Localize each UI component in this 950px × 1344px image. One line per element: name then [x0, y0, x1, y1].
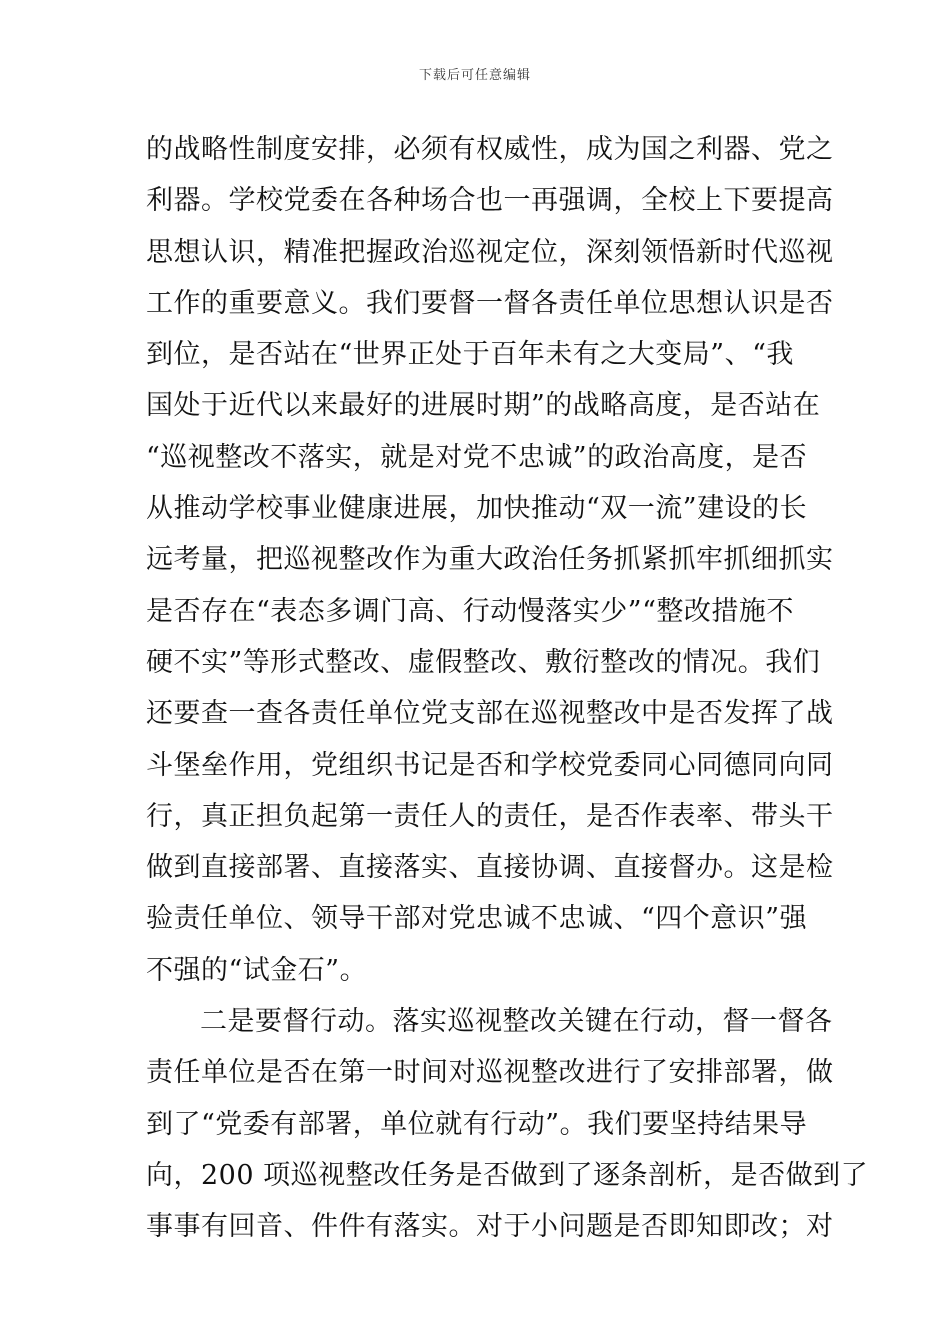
text-line: 硬不实”等形式整改、虚假整改、敷衍整改的情况。我们: [146, 646, 821, 678]
text-line: 到了“党委有部署，单位就有行动”。我们要坚持结果导: [146, 1108, 808, 1140]
text-line: 是否存在“表态多调门高、行动慢落实少”“整改措施不: [146, 595, 794, 627]
text-line: 不强的“试金石”。: [146, 954, 368, 986]
paragraph-start-line: 二是要督行动。落实巡视整改关键在行动，督一督各: [200, 1006, 833, 1038]
text-line: 事事有回音、件件有落实。对于小问题是否即知即改；对: [146, 1211, 834, 1243]
text-line: 向，200 项巡视整改任务是否做到了逐条剖析，是否做到了: [146, 1159, 869, 1191]
text-line: 的战略性制度安排，必须有权威性，成为国之利器、党之: [146, 134, 834, 165]
text-line: “巡视整改不落实，就是对党不忠诚”的政治高度，是否: [146, 441, 808, 473]
text-line: 思想认识，精准把握政治巡视定位，深刻领悟新时代巡视: [146, 236, 834, 268]
text-line: 从推动学校事业健康进展，加快推动“双一流”建设的长: [146, 493, 808, 525]
text-line: 责任单位是否在第一时间对巡视整改进行了安排部署，做: [146, 1057, 834, 1089]
text-line: 到位，是否站在“世界正处于百年未有之大变局”、“我: [146, 339, 794, 371]
text-line: 远考量，把巡视整改作为重大政治任务抓紧抓牢抓细抓实: [146, 544, 834, 576]
text-line: 国处于近代以来最好的进展时期”的战略高度，是否站在: [146, 390, 821, 422]
text-line: 验责任单位、领导干部对党忠诚不忠诚、“四个意识”强: [146, 903, 808, 935]
page-header: 下载后可任意编辑: [418, 68, 531, 83]
text-line: 工作的重要意义。我们要督一督各责任单位思想认识是否: [146, 287, 834, 319]
text-line: 利器。学校党委在各种场合也一再强调，全校上下要提高: [146, 185, 834, 217]
text-line: 还要查一查各责任单位党支部在巡视整改中是否发挥了战: [146, 698, 834, 730]
text-line: 做到直接部署、直接落实、直接协调、直接督办。这是检: [146, 852, 834, 884]
text-line: 行，真正担负起第一责任人的责任，是否作表率、带头干: [146, 800, 834, 832]
text-line: 斗堡垒作用，党组织书记是否和学校党委同心同德同向同: [146, 749, 834, 781]
document-body: [146, 124, 869, 1253]
